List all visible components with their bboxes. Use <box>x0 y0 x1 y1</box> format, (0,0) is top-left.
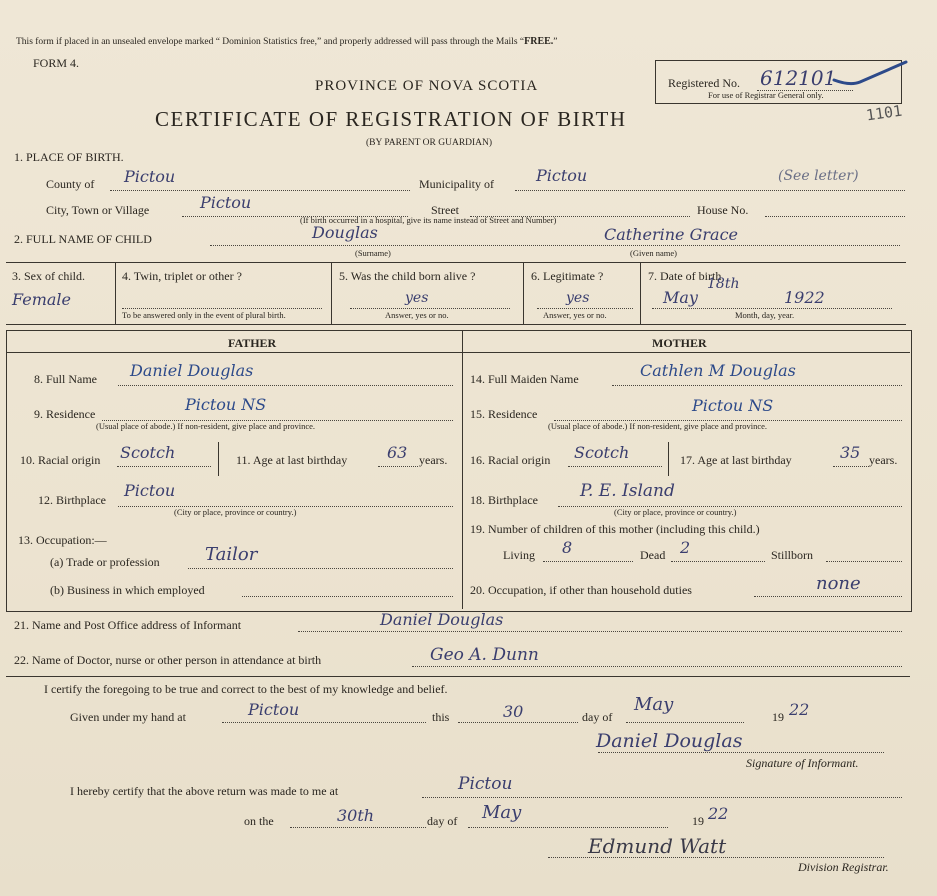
father-age: 63 <box>387 443 408 462</box>
municipality-value: Pictou <box>536 166 588 185</box>
registrar-label: Division Registrar. <box>798 860 889 874</box>
province-title: PROVINCE OF NOVA SCOTIA <box>315 78 539 94</box>
house-line <box>765 216 905 217</box>
living-line <box>543 561 633 562</box>
mother-racial-label: 16. Racial origin <box>470 453 551 467</box>
date-note: Month, day, year. <box>735 310 795 320</box>
county-line <box>110 190 410 191</box>
legit-value: yes <box>566 290 590 306</box>
row3-divider-1 <box>115 262 116 324</box>
twin-note: To be answered only in the event of plural birth. <box>122 310 286 320</box>
trade-value: Tailor <box>205 544 258 565</box>
father-racial-line <box>117 466 211 467</box>
mother-heading: MOTHER <box>652 336 707 350</box>
certify-text: I certify the foregoing to be true and correct to the best of my knowledge and belief. <box>44 682 448 696</box>
father-age-label: 11. Age at last birthday <box>236 453 348 467</box>
registrar-certify: I hereby certify that the above return was made to me at <box>70 784 339 798</box>
father-residence: Pictou NS <box>185 395 267 414</box>
informant-value: Daniel Douglas <box>380 610 504 629</box>
envelope-note-text: This form if placed in an unsealed envelope marked “ Dominion Statistics free,” and properly addressed will pass through the Mails “ <box>16 37 525 47</box>
father-name-line <box>118 385 453 386</box>
given-month-line <box>626 722 744 723</box>
given-day-line <box>458 722 578 723</box>
alive-value: yes <box>405 290 429 306</box>
alive-label: 5. Was the child born alive ? <box>339 269 476 283</box>
informant-label: 21. Name and Post Office address of Informant <box>14 618 242 632</box>
envelope-note-free: FREE. <box>524 36 554 47</box>
dayof-label: day of <box>582 710 613 724</box>
attendant-value: Geo A. Dunn <box>430 645 539 665</box>
mother-occ-line <box>754 596 902 597</box>
mother-racial-line <box>568 466 662 467</box>
mother-years: years. <box>869 453 898 467</box>
reg-day: 30th <box>337 806 375 825</box>
date-line <box>652 308 892 309</box>
mother-name: Cathlen M Douglas <box>640 361 796 380</box>
father-racial-label: 10. Racial origin <box>20 453 101 467</box>
alive-line <box>350 308 510 309</box>
mother-racial-divider <box>668 442 669 476</box>
municipality-label: Municipality of <box>419 177 494 191</box>
city-label: City, Town or Village <box>46 203 150 217</box>
mother-res-label: 15. Residence <box>470 407 538 421</box>
twin-label: 4. Twin, triplet or other ? <box>122 269 242 283</box>
children-label: 19. Number of children of this mother (including this child.) <box>470 522 760 536</box>
business-line <box>242 596 453 597</box>
certify-rule <box>6 676 910 677</box>
mother-age-line <box>833 466 869 467</box>
page-title: CERTIFICATE OF REGISTRATION OF BIRTH <box>155 107 627 131</box>
child-surname: Douglas <box>312 223 378 242</box>
date-day: 18th <box>707 276 740 292</box>
mother-birthplace: P. E. Island <box>580 481 675 501</box>
form-number: FORM 4. <box>33 56 80 70</box>
house-label: House No. <box>697 203 749 217</box>
mother-residence: Pictou NS <box>692 396 774 415</box>
dead-line <box>671 561 765 562</box>
date-label: 7. Date of birth <box>648 269 722 283</box>
parents-header-rule <box>7 352 910 353</box>
county-label: County of <box>46 177 95 191</box>
father-name-label: 8. Full Name <box>34 372 97 386</box>
reg-note: For use of Registrar General only. <box>708 90 824 100</box>
business-label: (b) Business in which employed <box>50 583 205 597</box>
trade-label: (a) Trade or profession <box>50 555 160 569</box>
informant-line <box>298 631 902 632</box>
reg-label: Registered No. <box>668 76 740 90</box>
reg-year-prefix: 19 <box>692 814 704 828</box>
date-month: May <box>663 288 698 307</box>
father-res-note: (Usual place of abode.) If non-resident, give place and province. <box>96 421 316 431</box>
registrar-signature: Edmund Watt <box>588 834 727 858</box>
attendant-line <box>412 666 902 667</box>
mother-age: 35 <box>840 443 861 462</box>
child-name-line <box>210 245 900 246</box>
father-name: Daniel Douglas <box>130 361 254 380</box>
father-bp-label: 12. Birthplace <box>38 493 106 507</box>
mother-occupation: none <box>816 573 861 594</box>
on-label: on the <box>244 814 274 828</box>
registrar-signature-line <box>548 857 884 858</box>
see-letter-note: (See letter) <box>778 168 859 184</box>
given-place-line <box>222 722 426 723</box>
living-value: 8 <box>562 538 573 557</box>
reg-place: Pictou <box>458 774 513 794</box>
given-year: 22 <box>789 700 810 719</box>
mother-racial: Scotch <box>574 443 630 462</box>
father-age-line <box>378 466 418 467</box>
row3-bottom-rule <box>6 324 906 325</box>
signature-label: Signature of Informant. <box>746 756 859 770</box>
reg-month: May <box>482 802 522 823</box>
county-value: Pictou <box>124 167 176 186</box>
alive-note: Answer, yes or no. <box>385 310 449 320</box>
surname-note: (Surname) <box>355 248 391 258</box>
check-mark-icon <box>830 56 910 96</box>
dead-value: 2 <box>680 538 691 557</box>
this-label: this <box>432 710 450 724</box>
legit-label: 6. Legitimate ? <box>531 269 604 283</box>
stillborn-label: Stillborn <box>771 548 814 562</box>
child-given-name: Catherine Grace <box>604 225 739 244</box>
reg-dayof-label: day of <box>427 814 458 828</box>
informant-signature: Daniel Douglas <box>596 730 743 752</box>
legit-line <box>537 308 633 309</box>
dead-label: Dead <box>640 548 666 562</box>
sex-value: Female <box>12 290 71 309</box>
child-heading: 2. FULL NAME OF CHILD <box>14 232 152 246</box>
given-place: Pictou <box>248 700 300 719</box>
stamp-number: 1101 <box>864 101 904 125</box>
given-note: (Given name) <box>630 248 677 258</box>
mother-name-line <box>612 385 902 386</box>
sex-label: 3. Sex of child. <box>12 269 85 283</box>
date-year: 1922 <box>784 288 825 307</box>
stillborn-line <box>826 561 902 562</box>
row3-divider-3 <box>523 262 524 324</box>
given-day: 30 <box>503 702 524 721</box>
subtitle: (BY PARENT OR GUARDIAN) <box>366 138 493 148</box>
living-label: Living <box>503 548 535 562</box>
father-heading: FATHER <box>228 336 277 350</box>
city-value: Pictou <box>200 193 252 212</box>
mother-name-label: 14. Full Maiden Name <box>470 372 579 386</box>
envelope-note <box>16 36 558 47</box>
trade-line <box>188 568 453 569</box>
mother-res-note: (Usual place of abode.) If non-resident, give place and province. <box>548 421 768 431</box>
father-racial: Scotch <box>120 443 176 462</box>
twin-line <box>122 308 322 309</box>
father-years: years. <box>419 453 448 467</box>
parents-divider <box>462 331 463 609</box>
reg-number: 612101 <box>760 66 837 90</box>
row3-divider-4 <box>640 262 641 324</box>
street-label: Street <box>431 203 459 217</box>
mother-bp-note: (City or place, province or country.) <box>614 507 737 517</box>
father-birthplace: Pictou <box>124 481 176 500</box>
municipality-line <box>515 190 905 191</box>
row3-divider-2 <box>331 262 332 324</box>
informant-signature-line <box>598 752 884 753</box>
mother-age-label: 17. Age at last birthday <box>680 453 792 467</box>
reg-place-line <box>422 797 902 798</box>
father-bp-note: (City or place, province or country.) <box>174 507 297 517</box>
given-label: Given under my hand at <box>70 710 186 724</box>
father-occ-label: 13. Occupation:— <box>18 533 107 547</box>
reg-year: 22 <box>708 804 729 823</box>
row3-top-rule <box>6 262 906 263</box>
reg-day-line <box>290 827 426 828</box>
attendant-label: 22. Name of Doctor, nurse or other person in attendance at birth <box>14 653 322 667</box>
given-month: May <box>634 694 674 715</box>
reg-month-line <box>468 827 668 828</box>
mother-occ-label: 20. Occupation, if other than household duties <box>470 583 692 597</box>
given-year-prefix: 19 <box>772 710 784 724</box>
mother-bp-label: 18. Birthplace <box>470 493 538 507</box>
father-res-label: 9. Residence <box>34 407 96 421</box>
envelope-note-quote: ” <box>553 37 558 47</box>
street-note: (If birth occurred in a hospital, give its name instead of Street and Number) <box>300 215 557 225</box>
place-heading: 1. PLACE OF BIRTH. <box>14 150 124 164</box>
legit-note: Answer, yes or no. <box>543 310 607 320</box>
